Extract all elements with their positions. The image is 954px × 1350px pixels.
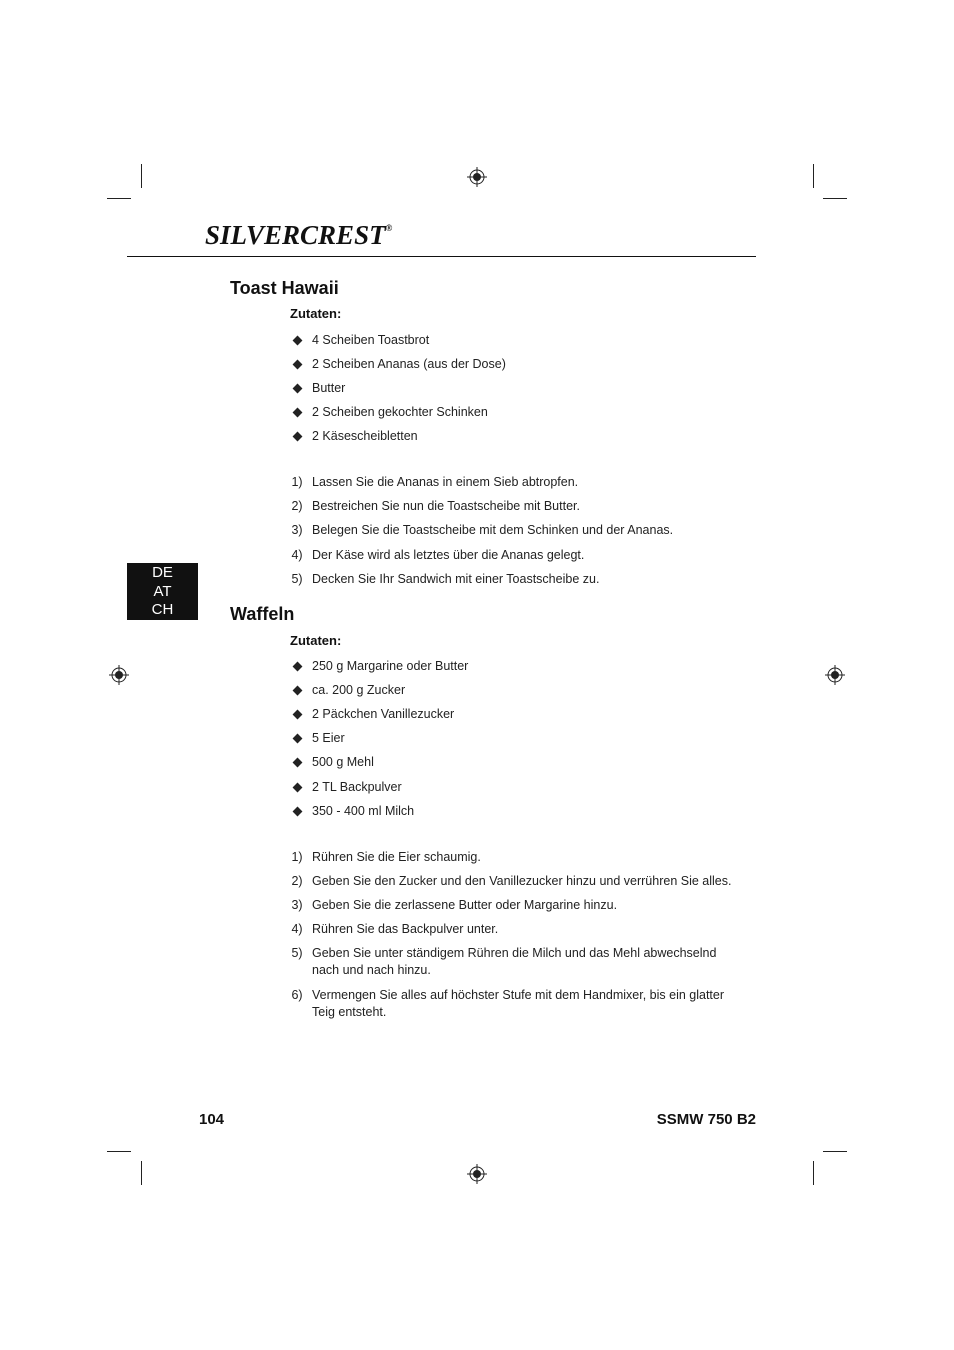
crop-mark xyxy=(823,1151,847,1152)
registered-mark: ® xyxy=(385,223,393,233)
diamond-bullet-icon xyxy=(292,408,302,418)
diamond-bullet-icon xyxy=(292,432,302,442)
crop-mark xyxy=(141,1161,142,1185)
diamond-bullet-icon xyxy=(292,783,302,793)
header-divider xyxy=(127,256,756,257)
crop-mark xyxy=(107,1151,131,1152)
language-code: CH xyxy=(151,601,174,618)
ingredients-heading: Zutaten: xyxy=(290,306,342,321)
brand-logo-text: SILVERCREST xyxy=(205,220,386,250)
ingredients-heading: Zutaten: xyxy=(290,633,342,648)
diamond-bullet-icon xyxy=(292,662,302,672)
diamond-bullet-icon xyxy=(292,807,302,817)
crop-mark xyxy=(107,198,131,199)
registration-mark-icon xyxy=(467,167,487,187)
registration-mark-icon xyxy=(109,665,129,685)
language-code: AT xyxy=(153,582,172,600)
crop-mark xyxy=(823,198,847,199)
crop-mark xyxy=(813,164,814,188)
diamond-bullet-icon xyxy=(292,734,302,744)
diamond-bullet-icon xyxy=(292,710,302,720)
section-title: Toast Hawaii xyxy=(230,278,339,298)
crop-mark xyxy=(141,164,142,188)
registration-mark-icon xyxy=(467,1164,487,1184)
page-number: 104 xyxy=(199,1111,225,1128)
crop-mark xyxy=(813,1161,814,1185)
language-tab xyxy=(127,563,198,620)
section-title: Waffeln xyxy=(230,604,295,624)
language-code: DE xyxy=(152,564,173,581)
registration-mark-icon xyxy=(825,665,845,685)
diamond-bullet-icon xyxy=(292,336,302,346)
diamond-bullet-icon xyxy=(292,686,302,696)
brand-logo xyxy=(205,222,392,249)
diamond-bullet-icon xyxy=(292,360,302,370)
diamond-bullet-icon xyxy=(292,384,302,394)
model-number: SSMW 750 B2 xyxy=(656,1111,756,1128)
diamond-bullet-icon xyxy=(292,758,302,768)
